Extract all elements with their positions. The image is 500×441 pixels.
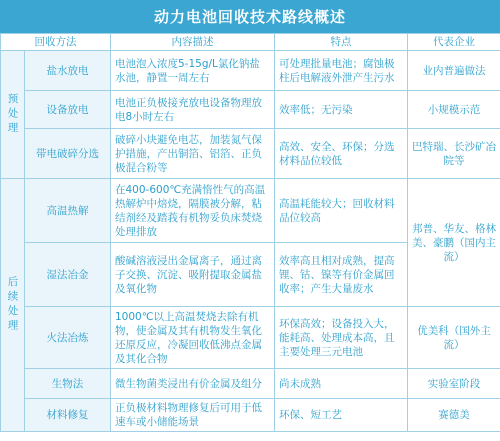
desc-cell: 电池泡入浓度5-15g/L氯化钠盐水池，静置一周左右 xyxy=(111,51,275,91)
method-cell: 火法冶炼 xyxy=(25,307,111,369)
desc-cell: 微生物菌类浸出有价金属及组分 xyxy=(111,369,275,399)
feature-cell: 效率低；无污染 xyxy=(275,91,408,129)
table-row xyxy=(1,307,500,369)
company-cell: 巴特瑞、长沙矿冶院等 xyxy=(408,129,500,179)
feature-cell: 效率高且相对成熟，提高锂、钴、镍等有价金属回收率；产生大量废水 xyxy=(275,243,408,307)
table-row xyxy=(1,129,500,179)
desc-cell: 在400-600℃充满惰性气的高温热解炉中焙烧，隔膜被分解，粘结剂经及踏莪有机物妥负床焚烧处理排放 xyxy=(111,179,275,243)
feature-cell: 环保、短工艺 xyxy=(275,399,408,432)
table-row xyxy=(1,179,500,243)
method-cell: 带电破碎分选 xyxy=(25,129,111,179)
method-cell: 盐水放电 xyxy=(25,51,111,91)
company-cell: 优美科（国外主流） xyxy=(408,307,500,369)
table-row xyxy=(1,91,500,129)
method-cell: 高温热解 xyxy=(25,179,111,243)
table-row xyxy=(1,399,500,432)
desc-cell: 酸碱溶液浸出金属离子，通过离子交换、沉淀、吸附提取金属盐及氧化物 xyxy=(111,243,275,307)
recycling-table xyxy=(0,33,500,432)
page-title: 动力电池回收技术路线概述 xyxy=(0,0,500,33)
desc-cell: 正负极材料物理修复后可用于低速车或小储能场景 xyxy=(111,399,275,432)
header-feat: 特点 xyxy=(275,34,408,51)
feature-cell: 可处理批量电池；腐蚀极柱后电解液外泄产生污水 xyxy=(275,51,408,91)
method-cell: 湿法冶金 xyxy=(25,243,111,307)
method-cell: 生物法 xyxy=(25,369,111,399)
feature-cell: 高效、安全、环保；分选材料品位较低 xyxy=(275,129,408,179)
company-cell: 小规模示范 xyxy=(408,91,500,129)
header-comp: 代表企业 xyxy=(408,34,500,51)
category-post-treatment: 后续处理 xyxy=(1,179,25,432)
company-cell: 业内普遍做法 xyxy=(408,51,500,91)
company-cell: 赛德美 xyxy=(408,399,500,432)
table-row xyxy=(1,369,500,399)
header-desc: 内容描述 xyxy=(111,34,275,51)
method-cell: 设备放电 xyxy=(25,91,111,129)
desc-cell: 电池正负极接充放电设备物理放电8小时左右 xyxy=(111,91,275,129)
desc-cell: 破碎小块避免电芯，加装氮气保护措施，产出铜箔、铝箔、正负极混合粉等 xyxy=(111,129,275,179)
header-method: 回收方法 xyxy=(1,34,111,51)
category-pretreatment: 预处理 xyxy=(1,51,25,179)
feature-cell: 高温耗能较大；回收材料品位较高 xyxy=(275,179,408,243)
company-cell: 实验室阶段 xyxy=(408,369,500,399)
feature-cell: 环保高效；设备投入大，能耗高、处理成本高，且主要处理三元电池 xyxy=(275,307,408,369)
feature-cell: 尚未成熟 xyxy=(275,369,408,399)
table-row xyxy=(1,51,500,91)
company-cell-shared: 邦普、华友、格林美、豪鹏（国内主流） xyxy=(408,179,500,307)
method-cell: 材料修复 xyxy=(25,399,111,432)
desc-cell: 1000℃以上高温焚烧去除有机物，使金属及其有机物发生氧化还原反应，冷凝回收低沸点金属及其化合物 xyxy=(111,307,275,369)
header-row xyxy=(1,34,500,51)
